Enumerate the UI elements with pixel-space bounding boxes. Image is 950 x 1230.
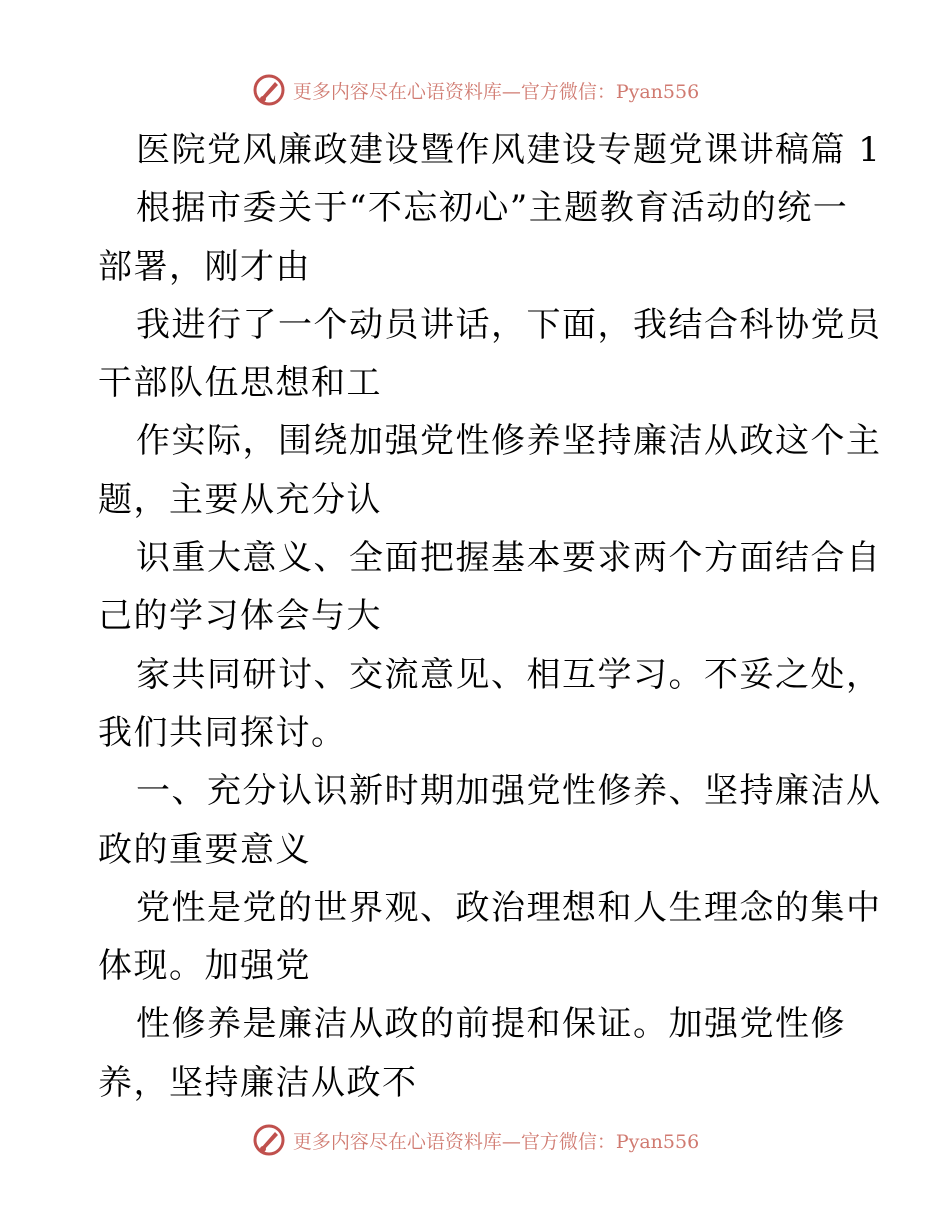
text-line: 党性是党的世界观、政治理想和人生理念的集中 [136, 887, 882, 928]
text-line: 家共同研讨、交流意见、相互学习。不妥之处， [136, 654, 882, 695]
text-line: 政的重要意义 [98, 829, 311, 870]
watermark-text: 更多内容尽在心语资料库—官方微信：Pyan556 [292, 80, 700, 103]
text-line: 干部队伍思想和工 [98, 363, 382, 404]
text-line: 养，坚持廉洁从政不 [98, 1062, 418, 1103]
text-line: 识重大意义、全面把握基本要求两个方面结合自 [136, 538, 882, 579]
watermark-header [0, 70, 950, 110]
brush-circle-logo-icon [251, 72, 287, 108]
brush-circle-logo-icon [251, 1122, 287, 1158]
text-line: 题，主要从充分认 [98, 479, 382, 520]
text-line: 作实际，围绕加强党性修养坚持廉洁从政这个主 [136, 421, 882, 462]
watermark-text: 更多内容尽在心语资料库—官方微信：Pyan556 [292, 1130, 700, 1153]
watermark-footer [0, 1120, 950, 1160]
text-line: 医院党风廉政建设暨作风建设专题党课讲稿篇 1 [136, 130, 882, 170]
text-line: 根据市委关于“不忘初心”主题教育活动的统一 [136, 188, 849, 229]
text-line: 己的学习体会与大 [98, 596, 382, 637]
text-line: 一、充分认识新时期加强党性修养、坚持廉洁从 [136, 771, 882, 812]
document-body [98, 121, 882, 1112]
text-line: 体现。加强党 [98, 946, 311, 987]
text-line: 部署，刚才由 [98, 246, 311, 287]
text-line: 性修养是廉洁从政的前提和保证。加强党性修 [136, 1004, 846, 1045]
text-line: 我们共同探讨。 [98, 712, 347, 753]
text-line: 我进行了一个动员讲话，下面，我结合科协党员 [136, 304, 882, 345]
